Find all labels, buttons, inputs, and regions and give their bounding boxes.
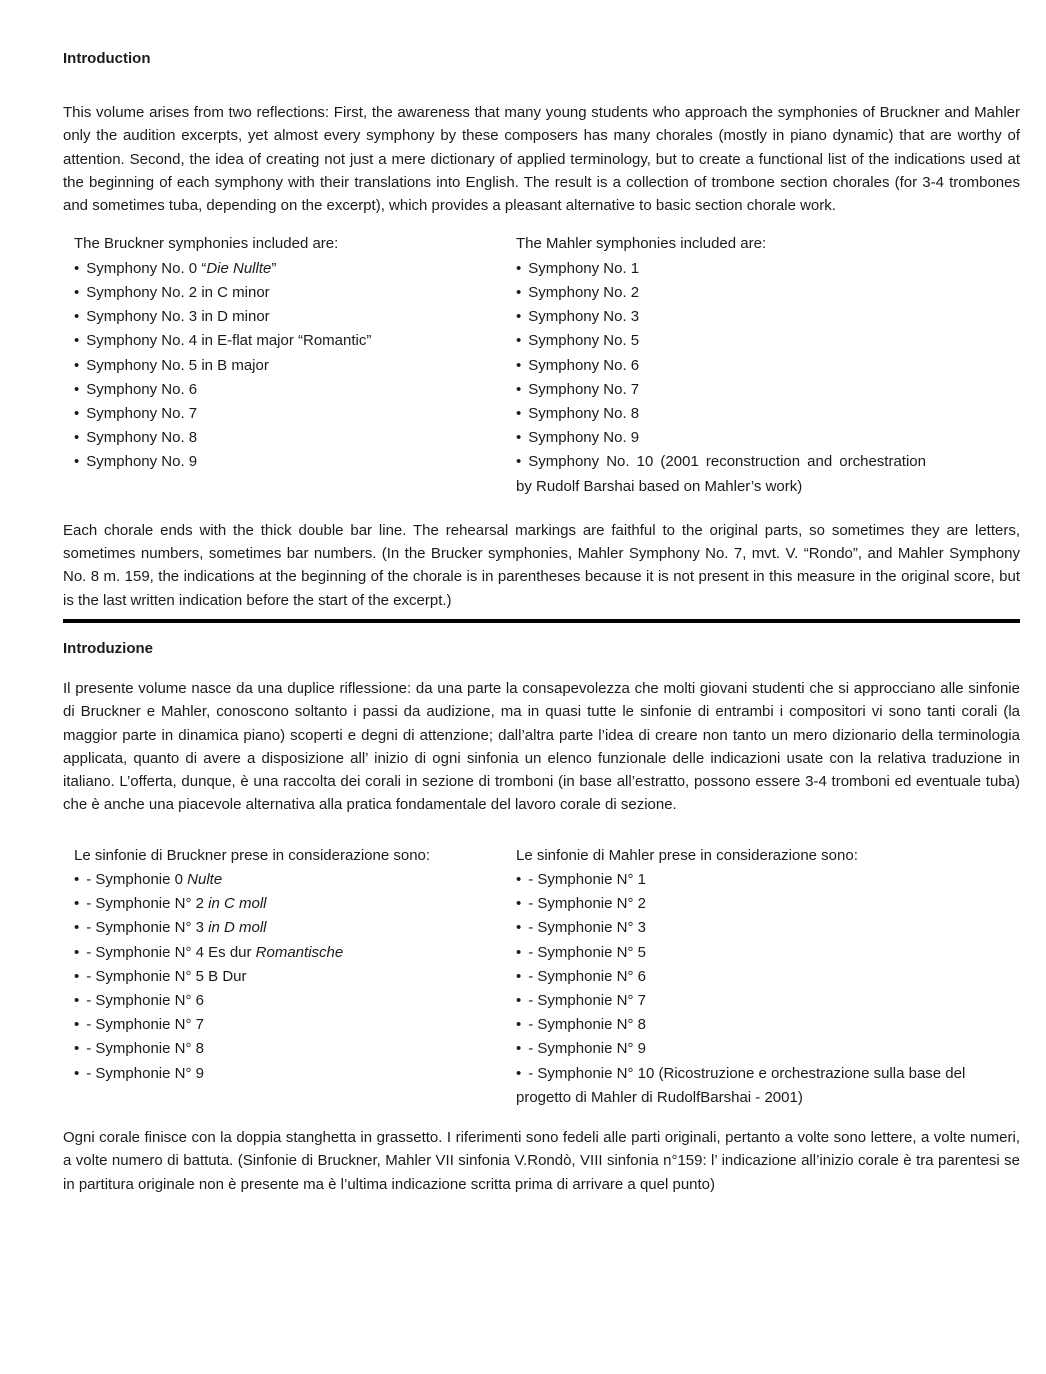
bullet-icon: • <box>516 943 522 961</box>
paragraph-english-chorale-note: Each chorale ends with the thick double bar line. The rehearsal markings are faithful to the original parts, so sometimes they are letters, sometimes numbers, sometimes bar numbers. (In the Brucker symphonies, Mahler Symphony No. 7, mvt. V. “Rondo”, and Mahler Symphony No. 8 m. 159, the indications at the beginning of the chorale is in parentheses because it is not present in this measure in the original score, but is the last written indication before the start of the excerpt.) <box>63 521 1020 609</box>
bullet-icon: • <box>74 919 80 937</box>
bullet-icon: • <box>516 919 522 937</box>
list-item-text: - Symphonie N° 2 <box>528 895 646 913</box>
list-item <box>516 329 926 353</box>
list-item-text: - Symphonie N° 9 <box>528 1040 646 1058</box>
list-item-text: - Symphonie N° 8 <box>528 1016 646 1034</box>
list-item <box>516 1013 980 1037</box>
bullet-icon: • <box>74 453 80 471</box>
list-item <box>74 329 516 353</box>
bullet-icon: • <box>74 943 80 961</box>
list-item-text: Symphony No. 0 “Die Nullte” <box>86 259 277 277</box>
list-item-text: - Symphonie N° 7 <box>528 991 646 1009</box>
bruckner-list-italian <box>63 844 516 1086</box>
list-item-text: - Symphonie N° 6 <box>86 991 204 1009</box>
list-item <box>74 354 516 378</box>
list-item-text: Symphony No. 6 <box>528 356 640 374</box>
bullet-icon: • <box>516 356 522 374</box>
list-item-text: Symphony No. 4 in E-flat major “Romantic” <box>86 332 372 350</box>
bullet-icon: • <box>74 308 80 326</box>
list-item <box>74 450 516 474</box>
bullet-icon: • <box>74 283 80 301</box>
heading-introduction: Introduction <box>63 50 151 67</box>
list-item <box>516 989 980 1013</box>
mahler-list-english-header: The Mahler symphonies included are: <box>516 235 767 253</box>
paragraph-english-intro: This volume arises from two reflections: First, the awareness that many young students who approach the symphonies of Bruckner and Mahler only the audition excerpts, yet almost every symphony by these composers has many chorales (mostly in piano dynamic) that are worthy of attention. Second, the idea of creating not just a mere dictionary of applied terminology, but to create a functional list of the indications used at the beginning of each symphony with their translations into English. The result is a collection of trombone section chorales (for 3-4 trombones and sometimes tuba, depending on the excerpt), which provides a pleasant alternative to basic section chorale work. <box>63 104 1020 215</box>
bullet-icon: • <box>516 453 522 471</box>
list-item-text: - Symphonie N° 6 <box>528 967 646 985</box>
list-item <box>516 1037 980 1061</box>
bruckner-list-english <box>63 232 516 474</box>
bruckner-list-english-header: The Bruckner symphonies included are: <box>74 235 339 253</box>
bullet-icon: • <box>516 991 522 1009</box>
list-item <box>74 1062 516 1086</box>
list-item-text: - Symphonie N° 3 <box>528 919 646 937</box>
list-item <box>74 965 516 989</box>
section-divider <box>63 619 1020 623</box>
list-item-text: - Symphonie N° 5 B Dur <box>86 967 247 985</box>
list-item <box>516 402 926 426</box>
list-item-text: Symphony No. 5 in B major <box>86 356 269 374</box>
list-item-text: - Symphonie N° 7 <box>86 1016 204 1034</box>
bullet-icon: • <box>516 259 522 277</box>
list-item-text: Symphony No. 2 <box>528 283 640 301</box>
list-item <box>74 941 516 965</box>
list-item-text: Symphony No. 9 <box>528 429 640 447</box>
list-item-text: - Symphonie N° 1 <box>528 870 646 888</box>
list-item-text: Symphony No. 9 <box>86 453 198 471</box>
list-item <box>516 941 980 965</box>
list-item-text: - Symphonie N° 8 <box>86 1040 204 1058</box>
list-item-text: - Symphonie 0 Nulte <box>86 870 223 888</box>
list-item-text: - Symphonie N° 5 <box>528 943 646 961</box>
list-item-text: - Symphonie N° 10 (Ricostruzione e orchestrazione sulla base del progetto di Mahler di RudolfBarshai - 2001) <box>516 1064 966 1106</box>
list-item-text: Symphony No. 7 <box>528 380 640 398</box>
bullet-icon: • <box>516 967 522 985</box>
bullet-icon: • <box>74 870 80 888</box>
heading-introduzione: Introduzione <box>63 639 153 657</box>
list-item-text: Symphony No. 8 <box>528 404 640 422</box>
mahler-list-italian-header: Le sinfonie di Mahler prese in considerazione sono: <box>516 846 858 864</box>
list-item <box>516 281 926 305</box>
bullet-icon: • <box>516 895 522 913</box>
mahler-list-italian <box>516 844 980 1110</box>
bullet-icon: • <box>74 380 80 398</box>
list-item <box>516 1062 980 1110</box>
list-item-text: Symphony No. 3 <box>528 308 640 326</box>
list-item <box>516 916 980 940</box>
list-item-text: Symphony No. 6 <box>86 380 198 398</box>
list-item <box>516 892 980 916</box>
bruckner-list-italian-items <box>74 868 516 1086</box>
bullet-icon: • <box>516 332 522 350</box>
list-item <box>516 965 980 989</box>
list-item <box>74 402 516 426</box>
bullet-icon: • <box>74 404 80 422</box>
bullet-icon: • <box>74 356 80 374</box>
list-item-text: - Symphonie N° 2 in C moll <box>86 895 267 913</box>
bullet-icon: • <box>516 1040 522 1058</box>
list-item <box>74 305 516 329</box>
bullet-icon: • <box>516 429 522 447</box>
bullet-icon: • <box>516 1016 522 1034</box>
bullet-icon: • <box>74 967 80 985</box>
list-item-text: - Symphonie N° 4 Es dur Romantische <box>86 943 344 961</box>
list-item-text: Symphony No. 1 <box>528 259 640 277</box>
list-item <box>74 426 516 450</box>
bullet-icon: • <box>74 259 80 277</box>
list-item <box>74 1037 516 1061</box>
list-item <box>74 257 516 281</box>
paragraph-italian-chorale-note: Ogni corale finisce con la doppia stanghetta in grassetto. I riferimenti sono fedeli alle parti originali, pertanto a volte sono lettere, a volte numeri, a volte numero di battuta. (Sinfonie di Bruckner, Mahler VII sinfonia V.Rondò, VIII sinfonia n°159: l’ indicazione all’inizio corale è tra parentesi se in partitura originale non è presente ma è l’ultima indicazione scritta prima di arrivare a quel punto) <box>63 1128 1020 1193</box>
list-item <box>516 354 926 378</box>
bullet-icon: • <box>74 991 80 1009</box>
list-item-text: - Symphonie N° 3 in D moll <box>86 919 267 937</box>
bullet-icon: • <box>74 1040 80 1058</box>
list-item-text: Symphony No. 5 <box>528 332 640 350</box>
list-item <box>516 426 926 450</box>
list-item-text: - Symphonie N° 9 <box>86 1064 204 1082</box>
paragraph-italian-intro: Il presente volume nasce da una duplice riflessione: da una parte la consapevolezza che molti giovani studenti che si approcciano alle sinfonie di Bruckner e Mahler, conoscono soltanto i passi da audizione, ma in quasi tutte le sinfonie di entrambi i compositori vi sono tanti corali (la maggior parte in dinamica piano) scoperti e degni di attenzione; dall’altra parte l’idea di creare non tanto un mero dizionario della terminologia applicata, quanto di avere a disposizione all’ inizio di ogni sinfonia un elenco funzionale delle indicazioni usate con la relativa traduzione in italiano. L’offerta, dunque, è una raccolta dei corali in sezione di tromboni (in base all’estratto, possono essere 3-4 tromboni ed eventuale tuba) che è anche una piacevole alternativa alla pratica fondamentale del lavoro corale di sezione. <box>63 679 1020 814</box>
list-item-text: Symphony No. 10 (2001 reconstruction and orchestration by Rudolf Barshai based on Mahler’s work) <box>516 453 926 495</box>
bruckner-list-english-items <box>74 257 516 475</box>
list-item <box>516 450 926 498</box>
bullet-icon: • <box>74 895 80 913</box>
mahler-list-english-items <box>516 257 926 499</box>
bullet-icon: • <box>74 1016 80 1034</box>
list-item <box>516 257 926 281</box>
list-item <box>74 1013 516 1037</box>
mahler-list-english <box>516 232 926 498</box>
bullet-icon: • <box>516 870 522 888</box>
list-item <box>516 378 926 402</box>
bullet-icon: • <box>74 1064 80 1082</box>
bullet-icon: • <box>516 308 522 326</box>
list-item <box>74 892 516 916</box>
list-item-text: Symphony No. 7 <box>86 404 198 422</box>
bullet-icon: • <box>74 429 80 447</box>
list-item-text: Symphony No. 2 in C minor <box>86 283 270 301</box>
list-item <box>516 868 980 892</box>
list-item <box>74 868 516 892</box>
list-item <box>74 378 516 402</box>
bruckner-list-italian-header: Le sinfonie di Bruckner prese in considerazione sono: <box>74 846 431 864</box>
symphony-lists-italian <box>63 844 1020 1110</box>
list-item <box>74 916 516 940</box>
bullet-icon: • <box>516 1064 522 1082</box>
list-item <box>74 281 516 305</box>
bullet-icon: • <box>516 380 522 398</box>
bullet-icon: • <box>74 332 80 350</box>
bullet-icon: • <box>516 283 522 301</box>
list-item-text: Symphony No. 3 in D minor <box>86 308 270 326</box>
list-item <box>516 305 926 329</box>
list-item <box>74 989 516 1013</box>
bullet-icon: • <box>516 404 522 422</box>
list-item-text: Symphony No. 8 <box>86 429 198 447</box>
symphony-lists-english <box>63 232 1020 498</box>
mahler-list-italian-items <box>516 868 980 1110</box>
